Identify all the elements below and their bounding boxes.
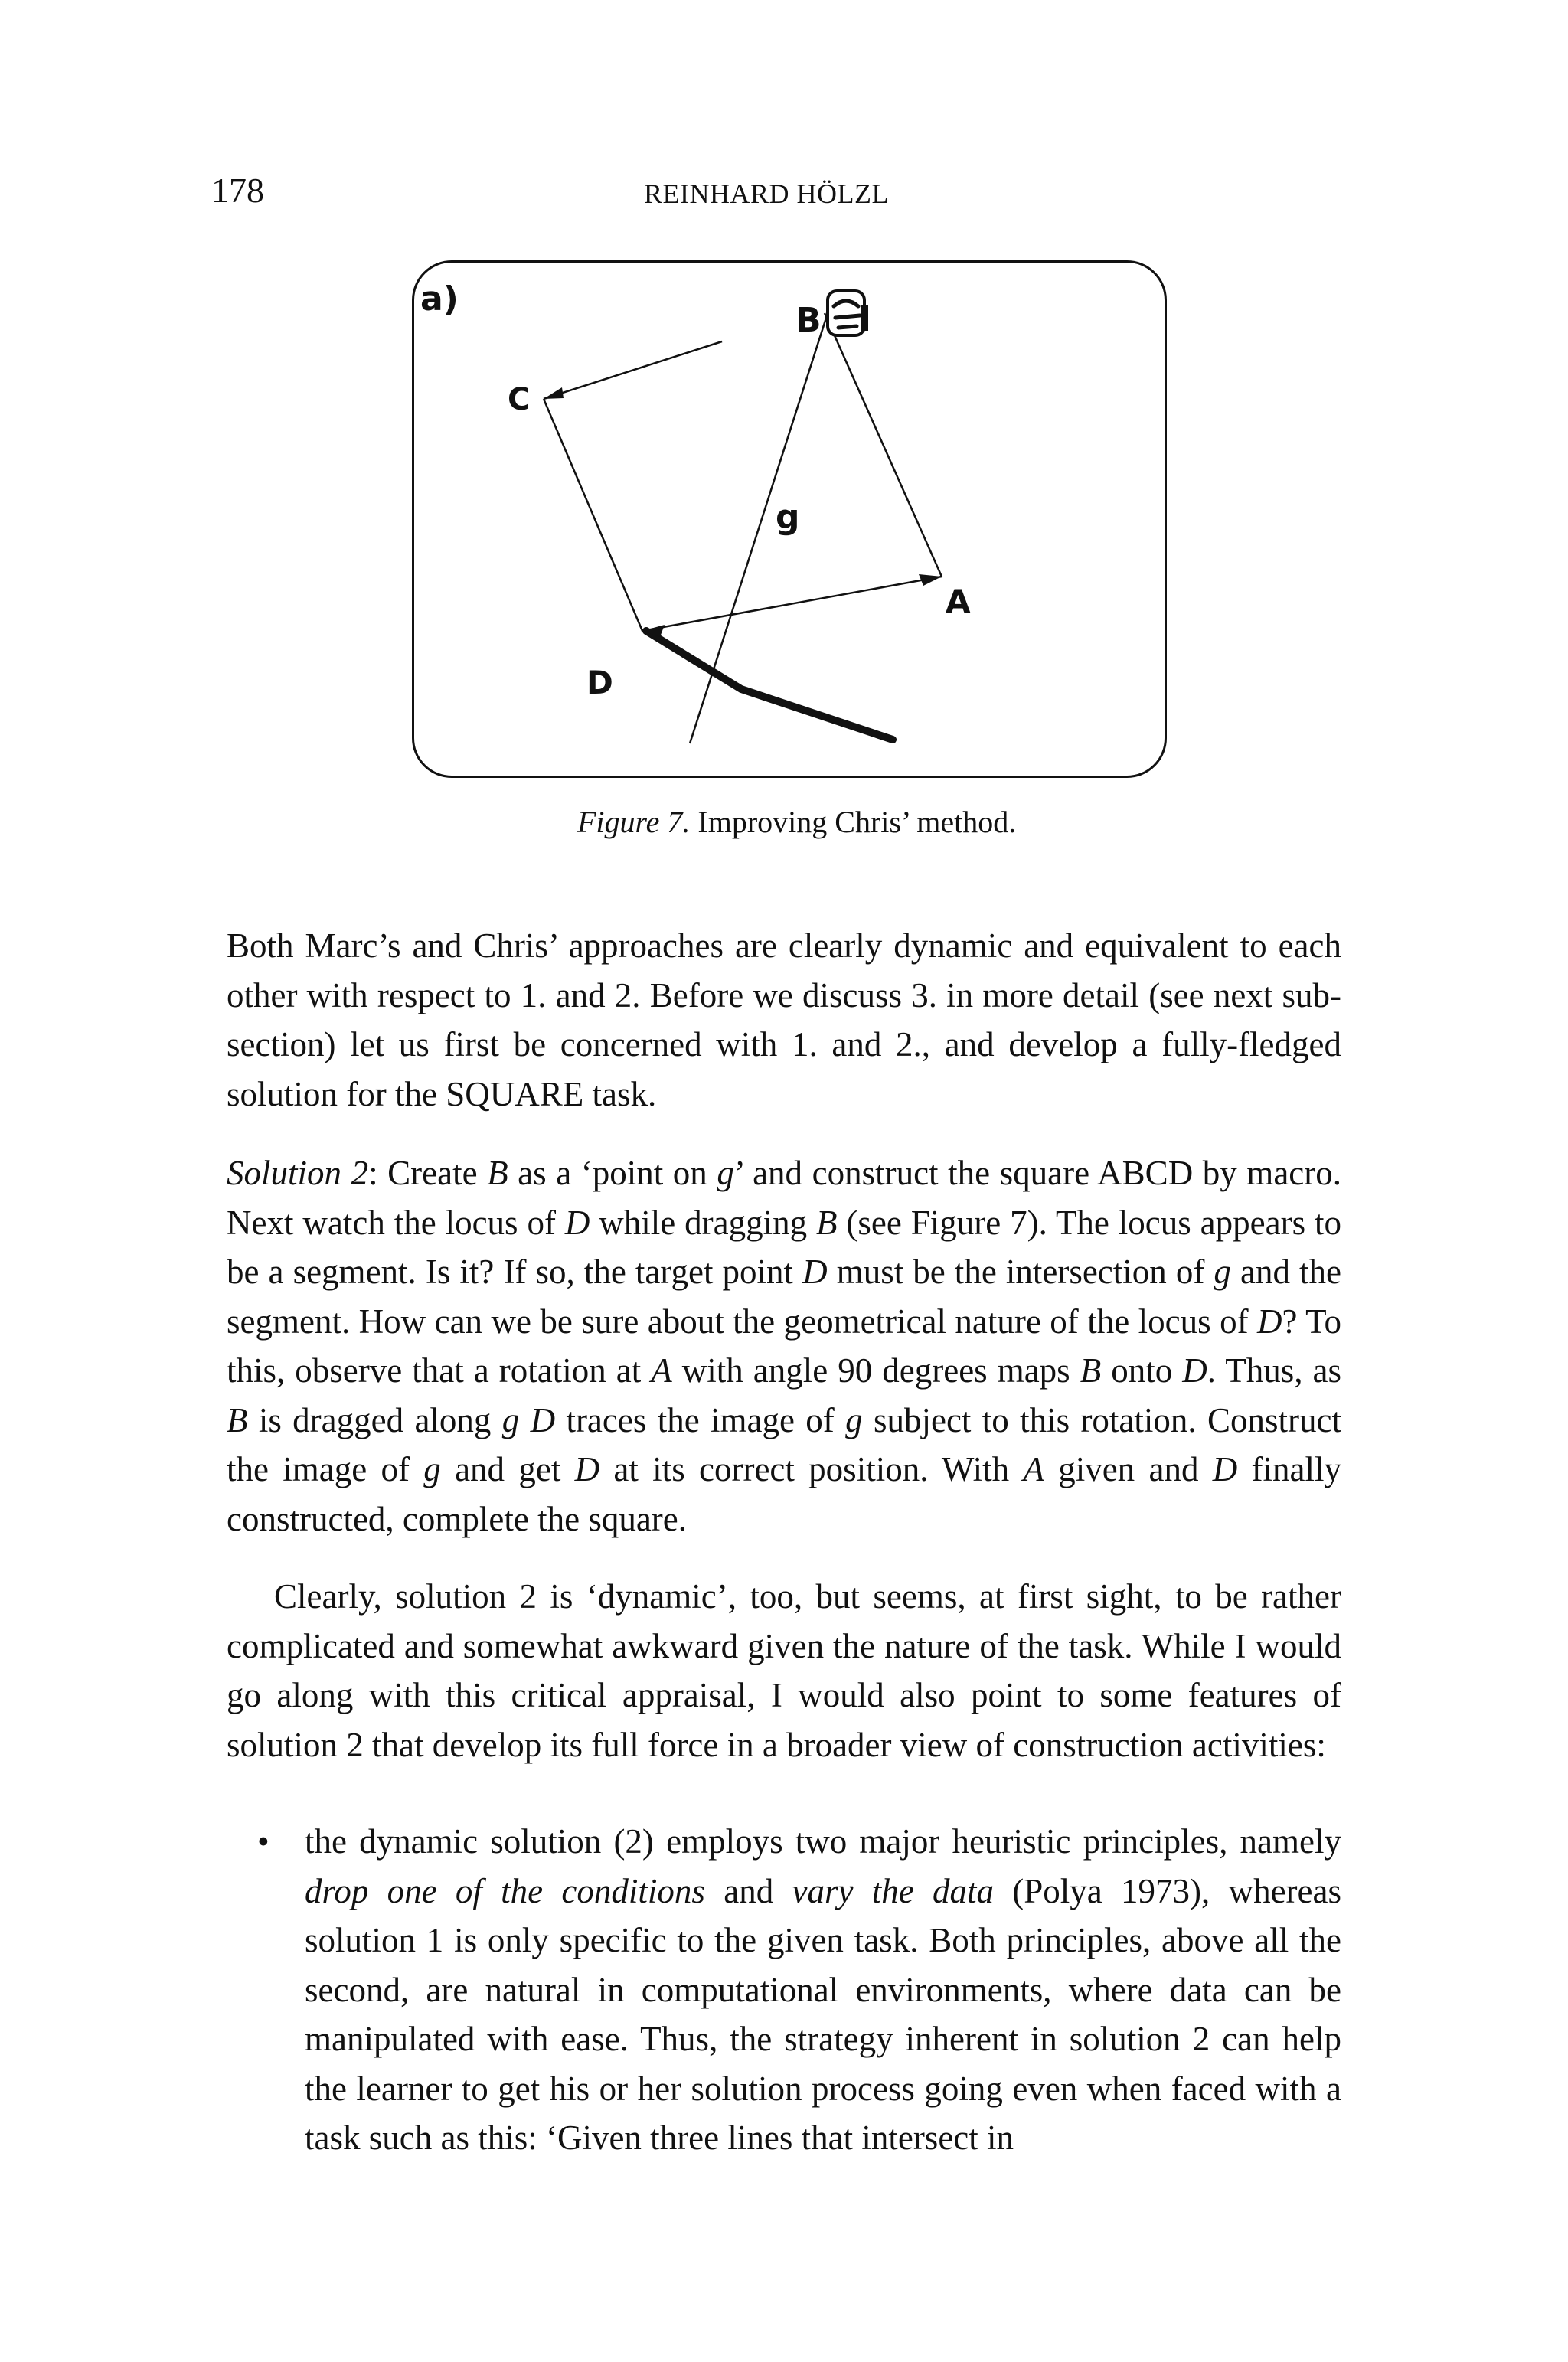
- arrowhead-c: [544, 387, 564, 399]
- paragraph-3: Clearly, solution 2 is ‘dynamic’, too, but seems, at first sight, to be rather complicated and somewhat awkward given the nature of the task. While I would go along with this critical appraisal, I would also point to some features of solution 2 that develop its full force in a broader view of construction activities:: [227, 1577, 1341, 1764]
- caption-number: Figure 7.: [577, 805, 691, 839]
- paragraph-1: Both Marc’s and Chris’ approaches are clearly dynamic and equivalent to each other with respect to 1. and 2. Before we discuss 3. in more detail (see next sub-section) let us first be concerned with 1. and 2., and develop a fully-fledged solution for the SQUARE task.: [227, 926, 1341, 1113]
- figure-caption: [577, 804, 1016, 840]
- panel-label: a): [420, 279, 459, 319]
- label-a: A: [946, 583, 971, 620]
- line-g: [690, 311, 828, 743]
- bullet-marker: •: [257, 1822, 270, 1861]
- segment-da: [642, 577, 942, 631]
- page-number: 178: [211, 171, 264, 210]
- drag-hand-icon: [828, 291, 868, 335]
- label-d: D: [586, 664, 613, 701]
- running-head: REINHARD HÖLZL: [644, 178, 889, 209]
- arrowhead-a: [919, 574, 942, 586]
- label-b: B: [795, 301, 822, 340]
- segment-cd: [544, 399, 642, 631]
- label-g: g: [776, 498, 800, 537]
- locus-segment: [646, 631, 893, 740]
- figure-7-diagram: [412, 260, 1167, 778]
- caption-text: Improving Chris’ method.: [697, 805, 1017, 839]
- segment-bc: [544, 341, 722, 399]
- segment-ab: [825, 313, 942, 577]
- paragraph-2: Solution 2: Create B as a ‘point on g’ and construct the square ABCD by macro. Next watch the locus of D while dragging B (see Figure 7). The locus appears to be a segment. Is it? If so, the target point D must be the intersection of g and the segment. How can we be sure about the geometrical nature of the locus of D? To this, observe that a rotation at A with angle 90 degrees maps B onto D. Thus, as B is dragged along g D traces the image of g subject to this rotation. Construct the image of g and get D at its correct position. With A given and D finally constructed, complete the square.: [227, 1154, 1342, 1538]
- label-c: C: [508, 382, 531, 417]
- bullet-item-1: the dynamic solution (2) employs two major heuristic principles, namely drop one of the conditions and vary the data (Polya 1973), whereas solution 1 is only specific to the given task. Both principles, above all the second, are natural in computational environments, where data can be manipulated with ease. Thus, the strategy inherent in solution 2 can help the learner to get his or her solution process going even when faced with a task such as this: ‘Given three lines that intersect in: [305, 1822, 1341, 2157]
